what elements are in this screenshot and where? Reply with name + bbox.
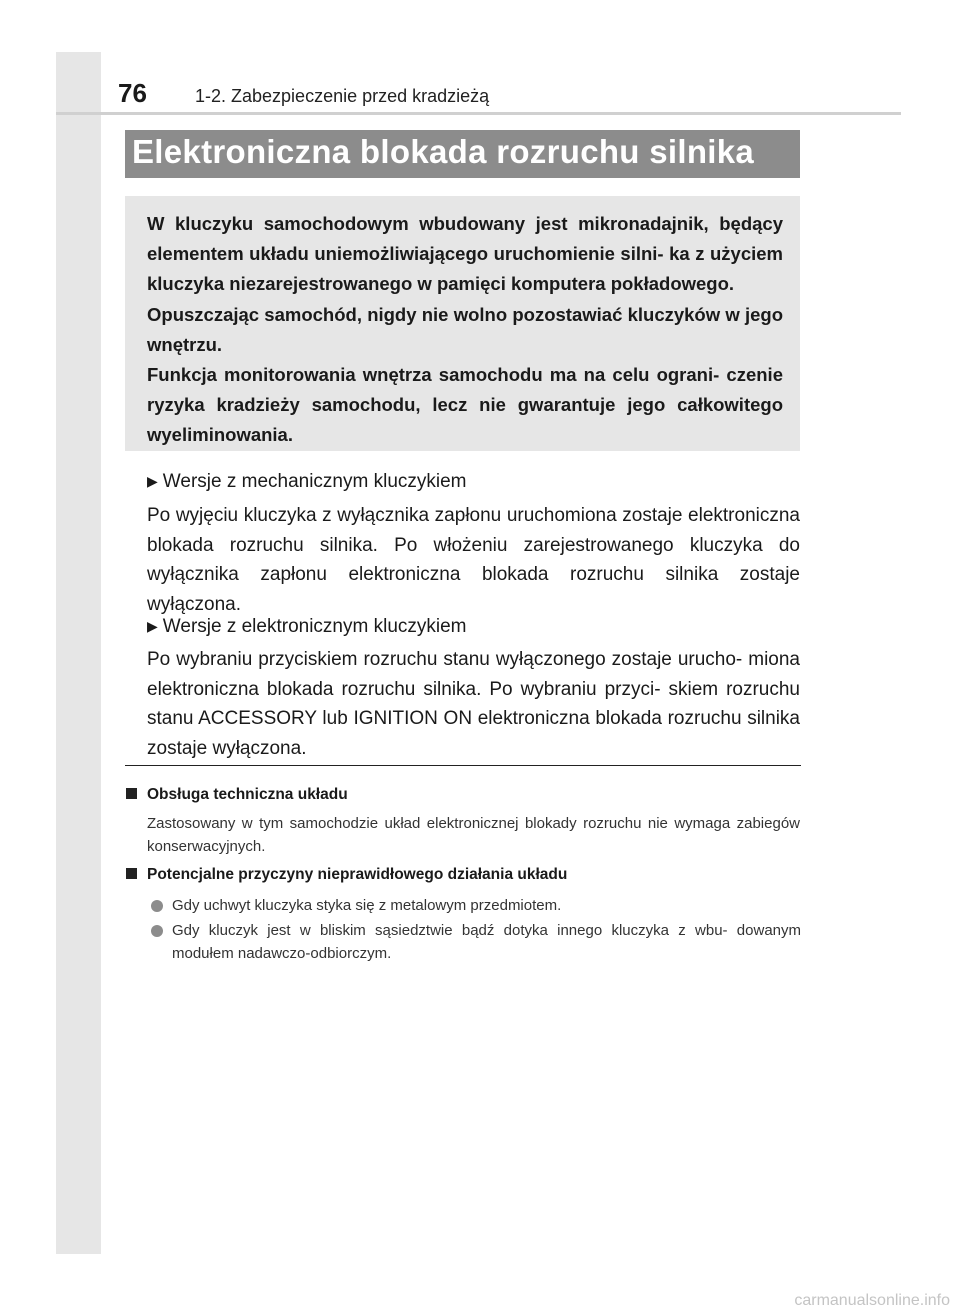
circle-bullet-icon xyxy=(151,900,163,912)
section-heading-electronic xyxy=(147,614,467,640)
note-heading-label: Potencjalne przyczyny nieprawidłowego działania układu xyxy=(147,866,568,883)
intro-paragraph-3: Funkcja monitorowania wnętrza samochodu ma na celu ograni- czenie ryzyka kradzieży samochodu, lecz nie gwarantuje jego całkowitego wyeliminowania. xyxy=(147,364,783,446)
note-heading-malfunction xyxy=(126,864,567,886)
intro-text xyxy=(147,209,783,451)
section-heading-label: Wersje z mechanicznym kluczykiem xyxy=(162,471,467,492)
list-item-text: Gdy uchwyt kluczyka styka się z metalowym przedmiotem. xyxy=(172,897,562,914)
section-breadcrumb: 1-2. Zabezpieczenie przed kradzieżą xyxy=(195,86,490,106)
page-sidebar-strip xyxy=(56,52,101,1254)
notes-divider xyxy=(125,765,801,766)
list-item xyxy=(151,895,801,918)
arrow-right-icon: ▶ xyxy=(147,473,158,489)
note-heading-maintenance xyxy=(126,784,348,806)
arrow-right-icon: ▶ xyxy=(147,618,158,634)
header-rule xyxy=(56,112,901,115)
note-heading-label: Obsługa techniczna układu xyxy=(147,786,348,803)
section-text-electronic: Po wybraniu przyciskiem rozruchu stanu wyłączonego zostaje urucho- miona elektroniczna blokada rozruchu silnika. Po wybraniu przyci- skiem rozruchu stanu ACCESSORY lub IGNITION ON elektroniczna blokada rozruchu silnika zostaje wyłączona. xyxy=(147,649,800,759)
page-number: 76 xyxy=(118,78,147,108)
list-item xyxy=(151,920,801,965)
section-heading-mechanical xyxy=(147,469,467,495)
square-bullet-icon xyxy=(126,868,137,879)
square-bullet-icon xyxy=(126,788,137,799)
page-title: Elektroniczna blokada rozruchu silnika xyxy=(132,133,755,170)
intro-paragraph-1: W kluczyku samochodowym wbudowany jest mikronadajnik, będący elementem układu uniemożliwiającego uruchomienie silni- ka z użyciem kluczyka niezarejestrowanego w pamięci komputera pokładowego. xyxy=(147,213,783,295)
section-text-mechanical: Po wyjęciu kluczyka z wyłącznika zapłonu uruchomiona zostaje elektroniczna blokada rozruchu silnika. Po włożeniu zarejestrowanego kluczyka do wyłącznika zapłonu elektroniczna blokada rozruchu silnika zostaje wyłączona. xyxy=(147,505,800,615)
list-item-text: Gdy kluczyk jest w bliskim sąsiedztwie bądź dotyka innego kluczyka z wbu- dowanym modułem nadawczo-odbiorczym. xyxy=(172,922,801,962)
note-text-maintenance: Zastosowany w tym samochodzie układ elektronicznej blokady rozruchu nie wymaga zabiegów konserwacyjnych. xyxy=(147,815,800,855)
section-heading-label: Wersje z elektronicznym kluczykiem xyxy=(162,616,467,637)
watermark: carmanualsonline.info xyxy=(794,1292,950,1309)
circle-bullet-icon xyxy=(151,925,163,937)
intro-paragraph-2: Opuszczając samochód, nigdy nie wolno pozostawiać kluczyków w jego wnętrzu. xyxy=(147,303,783,355)
